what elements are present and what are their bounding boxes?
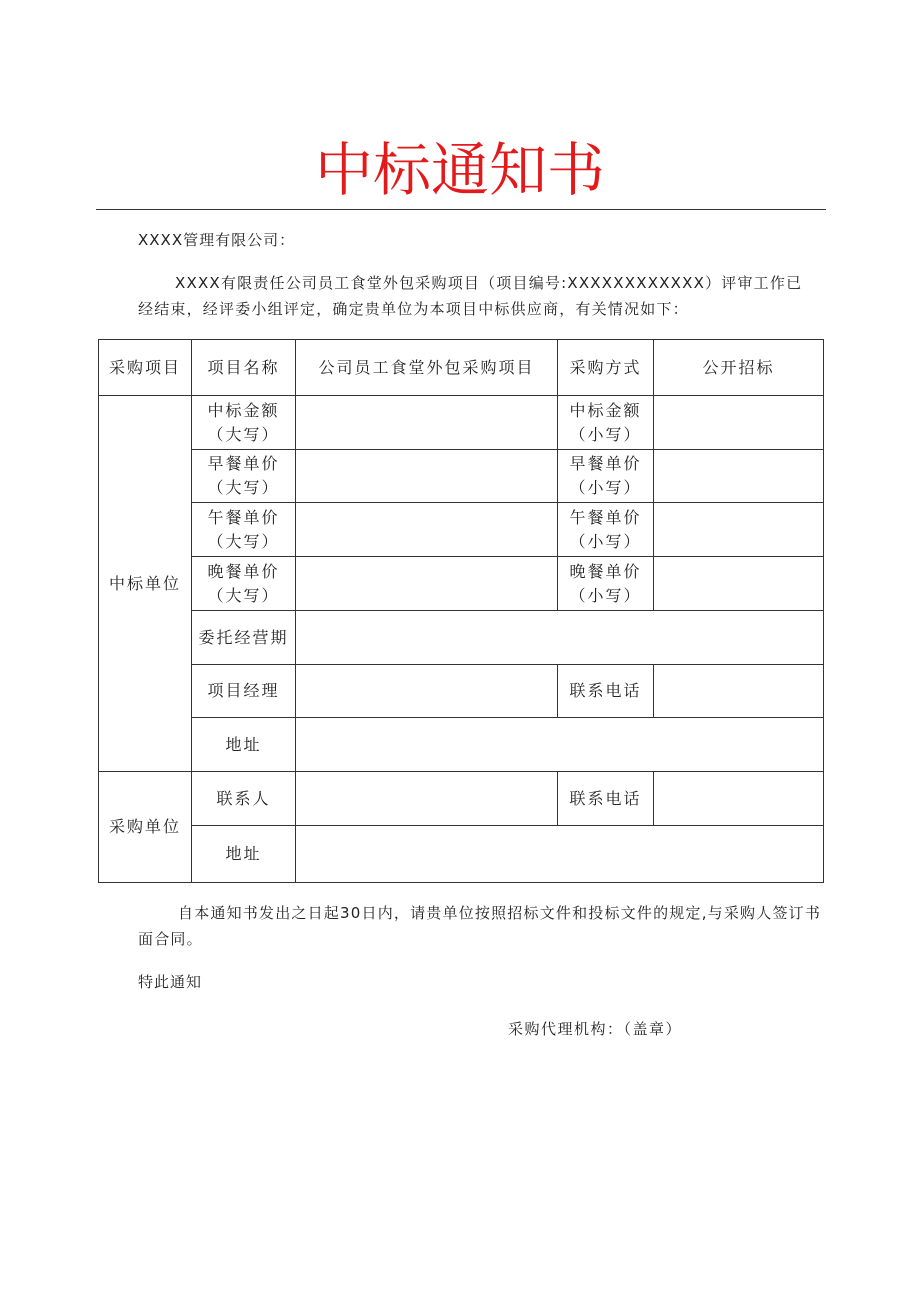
entrusted-period-value[interactable] <box>296 611 824 665</box>
purchaser-contact-label: 联系人 <box>192 772 296 826</box>
lunch-upper-line1: 午餐单价 <box>207 507 280 527</box>
project-manager-value[interactable] <box>296 665 558 718</box>
lunch-lower-value[interactable] <box>654 503 824 557</box>
purchaser-contact-value[interactable] <box>296 772 558 826</box>
dinner-lower-label <box>558 557 654 611</box>
bid-amount-lower-label <box>558 396 654 450</box>
table-row <box>99 503 824 557</box>
bid-amount-upper-line1: 中标金额 <box>207 400 280 420</box>
breakfast-lower-line2: （小写） <box>569 478 642 497</box>
lunch-lower-line1: 午餐单价 <box>569 507 642 527</box>
table-row <box>99 772 824 826</box>
lunch-lower-label <box>558 503 654 557</box>
table-row <box>99 450 824 503</box>
entrusted-period-label: 委托经营期 <box>192 611 296 665</box>
procurement-method-label: 采购方式 <box>558 340 654 396</box>
document-title: 中标通知书 <box>314 136 605 204</box>
bid-info-table <box>98 339 824 883</box>
intro-paragraph: XXXX有限责任公司员工食堂外包采购项目（项目编号:XXXXXXXXXXXX）评审工作已经结束，经评委小组评定，确定贵单位为本项目中标供应商，有关情况如下： <box>138 274 803 318</box>
table-row <box>99 718 824 772</box>
table-row <box>99 396 824 450</box>
table-row <box>99 665 824 718</box>
agency-seal-line: 采购代理机构：（盖章） <box>508 1020 683 1038</box>
purchaser-phone-value[interactable] <box>654 772 824 826</box>
dinner-lower-line2: （小写） <box>569 585 642 605</box>
dinner-lower-value[interactable] <box>654 557 824 611</box>
winner-address-label: 地址 <box>192 718 296 772</box>
bid-amount-lower-line2: （小写） <box>569 424 642 444</box>
breakfast-lower-line1: 早餐单价 <box>569 454 642 473</box>
table-row <box>99 340 824 396</box>
lunch-upper-label <box>192 503 296 557</box>
project-manager-label: 项目经理 <box>192 665 296 718</box>
table-row <box>99 611 824 665</box>
breakfast-upper-line2: （大写） <box>207 478 280 497</box>
winner-phone-label: 联系电话 <box>558 665 654 718</box>
dinner-upper-value[interactable] <box>296 557 558 611</box>
bid-amount-upper-line2: （大写） <box>207 424 280 444</box>
winner-label: 中标单位 <box>99 396 192 772</box>
lunch-upper-line2: （大写） <box>207 531 280 551</box>
breakfast-upper-label <box>192 450 296 503</box>
bid-amount-lower-value[interactable] <box>654 396 824 450</box>
purchaser-address-label: 地址 <box>192 826 296 883</box>
project-name-label: 项目名称 <box>192 340 296 396</box>
dinner-lower-line1: 晚餐单价 <box>569 561 642 581</box>
procurement-item-label: 采购项目 <box>99 340 192 396</box>
breakfast-lower-label <box>558 450 654 503</box>
purchaser-label: 采购单位 <box>99 772 192 883</box>
table-row <box>99 557 824 611</box>
bid-amount-upper-value[interactable] <box>296 396 558 450</box>
breakfast-upper-line1: 早餐单价 <box>207 454 280 473</box>
notice-text: 特此通知 <box>138 973 203 991</box>
purchaser-phone-label: 联系电话 <box>558 772 654 826</box>
bid-amount-lower-line1: 中标金额 <box>569 400 642 420</box>
title-divider <box>96 209 826 210</box>
dinner-upper-line1: 晚餐单价 <box>207 561 280 581</box>
dinner-upper-label <box>192 557 296 611</box>
procurement-method-value: 公开招标 <box>654 340 824 396</box>
bid-amount-upper-label <box>192 396 296 450</box>
dinner-upper-line2: （大写） <box>207 585 280 605</box>
closing-paragraph: 自本通知书发出之日起30日内，请贵单位按照招标文件和投标文件的规定,与采购人签订书面合同。 <box>138 904 822 948</box>
winner-address-value[interactable] <box>296 718 824 772</box>
salutation: XXXX管理有限公司： <box>138 231 296 249</box>
lunch-lower-line2: （小写） <box>569 531 642 551</box>
lunch-upper-value[interactable] <box>296 503 558 557</box>
purchaser-address-value[interactable] <box>296 826 824 883</box>
breakfast-upper-value[interactable] <box>296 450 558 503</box>
breakfast-lower-value[interactable] <box>654 450 824 503</box>
winner-phone-value[interactable] <box>654 665 824 718</box>
project-name-value: 公司员工食堂外包采购项目 <box>296 340 558 396</box>
table-row <box>99 826 824 883</box>
